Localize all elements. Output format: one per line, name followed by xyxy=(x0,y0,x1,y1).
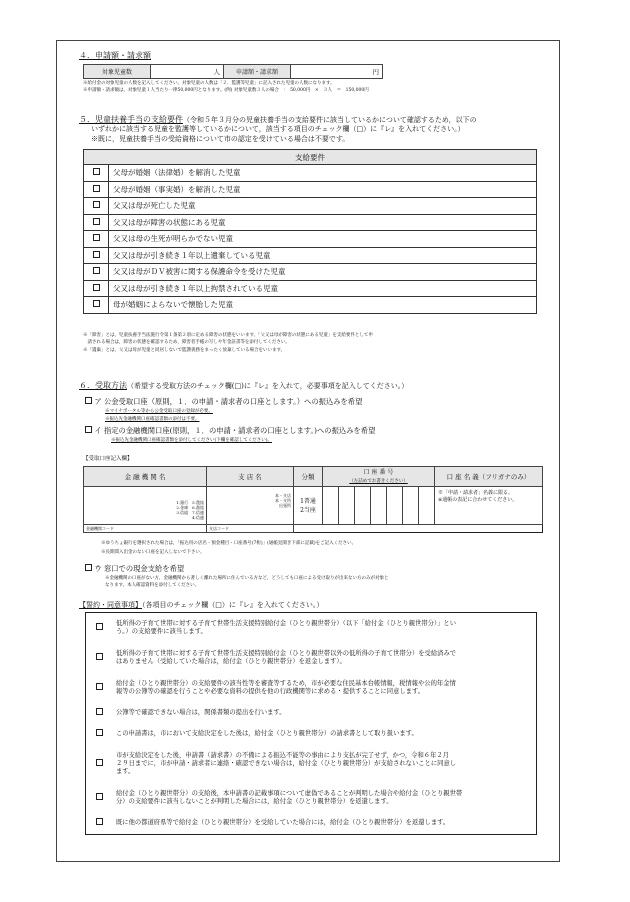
option-a-note1: ※マイナポータル等から公金受取口座の登録が必要。 xyxy=(105,409,213,414)
requirement-checkbox[interactable] xyxy=(84,198,109,215)
branch-name-field[interactable] xyxy=(207,487,294,525)
requirement-label: 父又は母がＤＶ被害に関する保護命令を受けた児童 xyxy=(109,264,537,281)
table-row xyxy=(84,181,537,198)
option-i-label: イ 指定の金融機関口座(原則，１．の申請・請求者の口座とします。)への振込みを希望 xyxy=(94,426,376,435)
amount-label: 申請額・請求額 xyxy=(224,65,291,79)
account-number-label: 口 座 番 号 xyxy=(363,468,394,476)
requirement-checkbox[interactable] xyxy=(84,264,109,281)
pledge-item xyxy=(86,813,537,835)
bank-name-field[interactable] xyxy=(84,487,207,525)
account-digit[interactable] xyxy=(339,487,355,525)
pledge-title: 【誓約・同意事項】 xyxy=(79,601,142,609)
bank-table xyxy=(83,466,543,533)
pledge-heading xyxy=(79,601,323,610)
requirement-checkbox[interactable] xyxy=(84,214,109,231)
account-type-header: 分類 xyxy=(294,467,323,487)
bank-code-label: 金融機関コード xyxy=(86,525,114,531)
section5-intro2: いずれかに該当する児童を監護等しているかについて，該当する項目のチェック欄（□）に『レ』を入れてください。） xyxy=(91,125,465,133)
account-type-field[interactable] xyxy=(294,487,323,525)
requirement-checkbox[interactable] xyxy=(84,181,109,198)
pledge-item xyxy=(86,643,537,673)
requirement-checkbox[interactable] xyxy=(84,165,109,182)
branch-code-field[interactable] xyxy=(207,525,294,533)
pledge-item xyxy=(86,745,537,783)
pledge-text: 給付金（ひとり親世帯分）の支給要件の該当性等を審査等するため，市が必要な住民基本台帳情報，税情報や公的年金情 報等の公簿等の確認を行うことや必要な資料の提供を他の行政機関等に求める・提供することに同意します。 xyxy=(116,679,456,695)
option-u-note1: ※金融機関の口座がない方，金融機関から著しく離れた場所に住んでいる方など，どうしても口座による受け取りが出来ない方のみが対象と xyxy=(105,576,389,581)
requirement-checkbox[interactable] xyxy=(84,297,109,314)
pledge-text: 低所得の子育て世帯に対する子育て世帯生活支援特別給付金（ひとり親世帯以外の低所得の子育て世帯分）を受給済みで はありません（受給していた場合は，給付金（ひとり親世帯分）を返金します）。 xyxy=(116,649,457,665)
requirement-label: 父又は母が障害の状態にある児童 xyxy=(109,214,537,231)
pledge-item xyxy=(86,703,537,723)
section4-note1: ※給付金の対象児童の人数を記入してください。対象児童の人数は「２．監護等児童」に記入された児童の人数になります。 xyxy=(83,81,335,86)
table-row xyxy=(84,264,537,281)
section5-title: ５．児童扶養手当の支給要件 xyxy=(79,115,183,124)
pledge-checkbox[interactable] xyxy=(86,613,113,643)
section6-title: ６．受取方法 xyxy=(79,381,127,390)
requirement-header: 支給要件 xyxy=(84,150,537,165)
amount-table xyxy=(83,64,383,79)
option-a-note2: ※振込先金融機関口座確認書類の添付は不要。 xyxy=(105,417,200,422)
requirement-label: 父母が婚姻（事実婚）を解消した児童 xyxy=(109,181,537,198)
requirement-label: 母が婚姻によらないで懐胎した児童 xyxy=(109,297,537,314)
requirement-label: 父又は母が死亡した児童 xyxy=(109,198,537,215)
pledge-text: 既に他の都道府県等で給付金（ひとり親世帯分）を受給していた場合には，給付金（ひとり親世帯分）を返還します。 xyxy=(116,819,450,827)
count-field[interactable] xyxy=(151,65,224,79)
pledge-checkbox[interactable] xyxy=(86,723,113,745)
requirement-label: 父母が婚姻（法律婚）を解消した児童 xyxy=(109,165,537,182)
option-i-note: ※振込先金融機関口座確認書類を添付してください(下欄を確認してください)。 xyxy=(111,438,273,443)
pledge-checkbox[interactable] xyxy=(86,783,113,813)
section5-note2: ※「遺棄」とは，父又は母が児童と同居しないで監護義務をまったく放棄している場合をいいます。 xyxy=(83,348,286,353)
table-row xyxy=(84,297,537,314)
section6-heading xyxy=(79,381,557,391)
option-u-checkbox[interactable] xyxy=(85,564,92,571)
requirement-checkbox[interactable] xyxy=(84,280,109,297)
holder-field[interactable] xyxy=(435,487,543,525)
pledge-item xyxy=(86,673,537,703)
pledge-instructions: （各項目のチェック欄（□）に『レ』を入れてください。） xyxy=(142,601,324,609)
option-i[interactable] xyxy=(85,426,375,436)
table-row xyxy=(84,280,537,297)
section5-intro1: （令和５年３月分の児童扶養手当の支給要件に該当しているかについて確認するため，以下の xyxy=(183,116,477,124)
requirement-label: 父又は母が引き続き１年以上拘禁されている児童 xyxy=(109,280,537,297)
requirement-table xyxy=(83,149,537,314)
section4-note2: ※申請額・請求額は，対象児童１人当たり一律50,000円となります。(例) 対象児童数３人の場合 ： 50,000円 × ３人 ＝ 150,000円 xyxy=(83,88,369,93)
yucho-note: ※ゆうちょ銀行を選択された場合は，「振込用の店名・預金種目・口座番号(7桁)」(通帳見開き下部に記載)をご記入ください。 xyxy=(101,541,357,546)
account-digit[interactable] xyxy=(371,487,387,525)
option-a-label: ア 公金受取口座（原則，１．の申請・請求者の口座とします。）への振込みを希望 xyxy=(94,397,363,406)
pledge-checkbox[interactable] xyxy=(86,673,113,703)
pledge-text: 市が支給決定をした後，申請書（請求書）の不備による振込不能等の事由により支払が完了せず，かつ，令和６年２月 ２９日までに，市が申請・請求者に連絡・確認できない場合は，給付金（ひとり親世帯分）が支給されないことに同意し ます。 xyxy=(116,751,457,775)
requirement-checkbox[interactable] xyxy=(84,231,109,248)
account-type-options: 1普通 2当座 xyxy=(300,497,316,514)
option-u-label: ウ 窓口での現金支給を希望 xyxy=(94,564,185,573)
pledge-checkbox[interactable] xyxy=(86,745,113,783)
option-u-note2: なります。本人確認資料を添付してください。 xyxy=(105,583,200,588)
account-number-header xyxy=(323,467,435,487)
table-row xyxy=(84,165,537,182)
section5-note1b: 請される場合は，障害の状態を確認するため，障害者手帳の写しや年金証書等を添付してください。 xyxy=(83,340,290,345)
amount-unit: 円 xyxy=(372,68,379,76)
pledge-item xyxy=(86,783,537,813)
bank-type-options: 1.銀行 5.農協 2.金庫 6.漁協 3.信組 7.信連 4.信連 xyxy=(176,500,204,520)
bank-code-field[interactable] xyxy=(84,525,207,533)
dormant-account-note: ※長期間入出金のない口座を記入しないで下さい。 xyxy=(101,550,205,555)
holder-header: 口 座 名 義（フリガナのみ） xyxy=(435,467,543,487)
table-row xyxy=(84,198,537,215)
count-label: 対象児童数 xyxy=(84,65,151,79)
bank-heading: 【受取口座記入欄】 xyxy=(83,456,133,462)
account-digit[interactable] xyxy=(387,487,403,525)
pledge-text: 給付金（ひとり親世帯分）の支給後，本申請書の記載事項について虚偽であることが判明した場合や給付金（ひとり親世帯 分）の支給要件に該当しないことが判明した場合には，給付金（ひとり親世帯分）を返還します。 xyxy=(116,789,463,805)
pledge-table xyxy=(85,612,537,835)
table-row xyxy=(84,214,537,231)
table-row xyxy=(84,231,537,248)
option-a-checkbox[interactable] xyxy=(85,397,92,404)
bank-name-header: 金 融 機 関 名 xyxy=(84,467,207,487)
requirement-checkbox[interactable] xyxy=(84,247,109,264)
count-unit: 人 xyxy=(213,68,220,76)
option-i-checkbox[interactable] xyxy=(85,426,92,433)
account-digit[interactable] xyxy=(419,487,435,525)
requirement-label: 父又は母の生死が明らかでない児童 xyxy=(109,231,537,248)
pledge-text: 低所得の子育て世帯に対する子育て世帯生活支援特別給付金（ひとり親世帯分）（以下「給付金（ひとり親世帯分）」とい う。）の支給要件に該当します。 xyxy=(116,619,457,635)
pledge-text: この申請書は，市において支給決定をした後は，給付金（ひとり親世帯分）の請求書として取り扱います。 xyxy=(116,729,418,737)
account-digit[interactable] xyxy=(355,487,371,525)
pledge-checkbox[interactable] xyxy=(86,703,113,723)
table-row xyxy=(84,247,537,264)
account-digit[interactable] xyxy=(323,487,339,525)
branch-type-options: 本・支店 本・支所 出張所 xyxy=(275,493,291,508)
section4-title: ４．申請額・請求額 xyxy=(79,51,151,60)
holder-note2: ※通帳の表記に合わせてください。 xyxy=(438,497,518,503)
pledge-checkbox[interactable] xyxy=(86,643,113,673)
account-number-sub: （左詰めでお書きください） xyxy=(349,478,408,484)
holder-note1: ※「申請・請求者」名義に限る。 xyxy=(438,490,514,496)
pledge-checkbox[interactable] xyxy=(86,813,113,835)
account-digit[interactable] xyxy=(403,487,419,525)
requirement-label: 父又は母が引き続き１年以上遺棄している児童 xyxy=(109,247,537,264)
form-page xyxy=(56,40,560,862)
branch-code-label: 支店コード xyxy=(209,525,229,531)
option-a[interactable] xyxy=(85,397,362,407)
amount-field[interactable] xyxy=(291,65,383,79)
pledge-text: 公簿等で確認できない場合は，関係書類の提出を行います。 xyxy=(116,708,286,716)
section6-instructions: （希望する受取方法のチェック欄(□)に『レ』を入れて，必要事項を記入してください。） xyxy=(127,382,409,390)
section5-note1: ※「障害」とは，児童扶養手当法施行令第１条第２項に定める障害の状態をいいます。「父又は母が障害の状態にある児童」を支給要件として申 xyxy=(83,333,373,338)
branch-name-header: 支 店 名 xyxy=(207,467,294,487)
section5-intro3: ※既に，児童扶養手当の受給資格について市の認定を受けている場合は不要です。 xyxy=(91,135,350,143)
section5-heading xyxy=(79,115,557,125)
option-u[interactable] xyxy=(85,564,184,574)
pledge-item xyxy=(86,613,537,643)
pledge-item xyxy=(86,723,537,745)
